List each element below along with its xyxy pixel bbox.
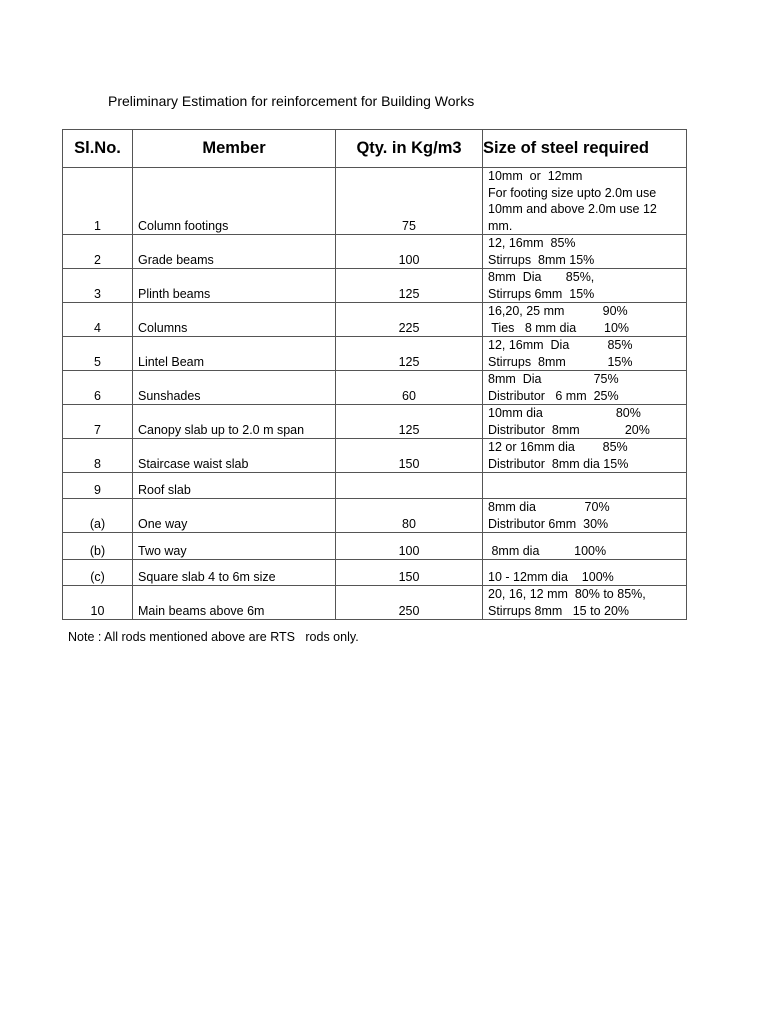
row-steel-size: 12, 16mm Dia 85% Stirrups 8mm 15%	[483, 337, 687, 371]
row-steel-size: 10mm dia 80% Distributor 8mm 20%	[483, 405, 687, 439]
row-qty: 100	[336, 235, 483, 269]
row-steel-size: 16,20, 25 mm 90% Ties 8 mm dia 10%	[483, 303, 687, 337]
table-row	[63, 337, 687, 371]
table-row	[63, 439, 687, 473]
row-qty: 150	[336, 560, 483, 586]
table-row	[63, 269, 687, 303]
row-steel-size: 10mm or 12mm For footing size upto 2.0m use 10mm and above 2.0m use 12 mm.	[483, 168, 687, 235]
row-number: (a)	[63, 499, 133, 533]
steel-estimation-table	[62, 129, 687, 620]
row-member: Lintel Beam	[133, 337, 336, 371]
table-row	[63, 235, 687, 269]
table-row	[63, 473, 687, 499]
row-number: 2	[63, 235, 133, 269]
row-qty: 225	[336, 303, 483, 337]
row-member: Two way	[133, 533, 336, 560]
row-member: Main beams above 6m	[133, 586, 336, 620]
row-steel-size: 8mm Dia 75% Distributor 6 mm 25%	[483, 371, 687, 405]
header-size: Size of steel required	[483, 130, 687, 168]
row-steel-size: 8mm dia 70% Distributor 6mm 30%	[483, 499, 687, 533]
row-qty: 100	[336, 533, 483, 560]
row-member: Staircase waist slab	[133, 439, 336, 473]
row-qty: 75	[336, 168, 483, 235]
row-number: 7	[63, 405, 133, 439]
row-number: 9	[63, 473, 133, 499]
header-sl-no: Sl.No.	[63, 130, 133, 168]
row-member: Grade beams	[133, 235, 336, 269]
row-qty: 80	[336, 499, 483, 533]
table-row	[63, 168, 687, 235]
row-steel-size: 8mm dia 100%	[483, 533, 687, 560]
table-row	[63, 560, 687, 586]
row-member: Square slab 4 to 6m size	[133, 560, 336, 586]
row-steel-size: 12 or 16mm dia 85% Distributor 8mm dia 15%	[483, 439, 687, 473]
row-qty: 125	[336, 405, 483, 439]
row-member: Roof slab	[133, 473, 336, 499]
table-row	[63, 499, 687, 533]
row-member: Column footings	[133, 168, 336, 235]
table-header-row	[63, 130, 687, 168]
row-number: 8	[63, 439, 133, 473]
row-steel-size	[483, 473, 687, 499]
header-qty: Qty. in Kg/m3	[336, 130, 483, 168]
row-number: 1	[63, 168, 133, 235]
table-row	[63, 405, 687, 439]
footnote: Note : All rods mentioned above are RTS rods only.	[68, 630, 359, 644]
row-number: 10	[63, 586, 133, 620]
row-qty: 60	[336, 371, 483, 405]
row-member: Sunshades	[133, 371, 336, 405]
table-row	[63, 303, 687, 337]
document-title: Preliminary Estimation for reinforcement for Building Works	[108, 93, 475, 109]
row-qty: 125	[336, 337, 483, 371]
row-qty: 250	[336, 586, 483, 620]
row-number: 4	[63, 303, 133, 337]
header-member: Member	[133, 130, 336, 168]
table-row	[63, 371, 687, 405]
row-qty: 150	[336, 439, 483, 473]
row-steel-size: 12, 16mm 85% Stirrups 8mm 15%	[483, 235, 687, 269]
row-number: (b)	[63, 533, 133, 560]
row-member: Plinth beams	[133, 269, 336, 303]
row-number: 6	[63, 371, 133, 405]
row-qty	[336, 473, 483, 499]
row-qty: 125	[336, 269, 483, 303]
row-number: 3	[63, 269, 133, 303]
row-number: (c)	[63, 560, 133, 586]
row-number: 5	[63, 337, 133, 371]
table-row	[63, 533, 687, 560]
row-member: Canopy slab up to 2.0 m span	[133, 405, 336, 439]
table-row	[63, 586, 687, 620]
row-steel-size: 20, 16, 12 mm 80% to 85%, Stirrups 8mm 15 to 20%	[483, 586, 687, 620]
row-steel-size: 10 - 12mm dia 100%	[483, 560, 687, 586]
row-steel-size: 8mm Dia 85%, Stirrups 6mm 15%	[483, 269, 687, 303]
row-member: Columns	[133, 303, 336, 337]
row-member: One way	[133, 499, 336, 533]
